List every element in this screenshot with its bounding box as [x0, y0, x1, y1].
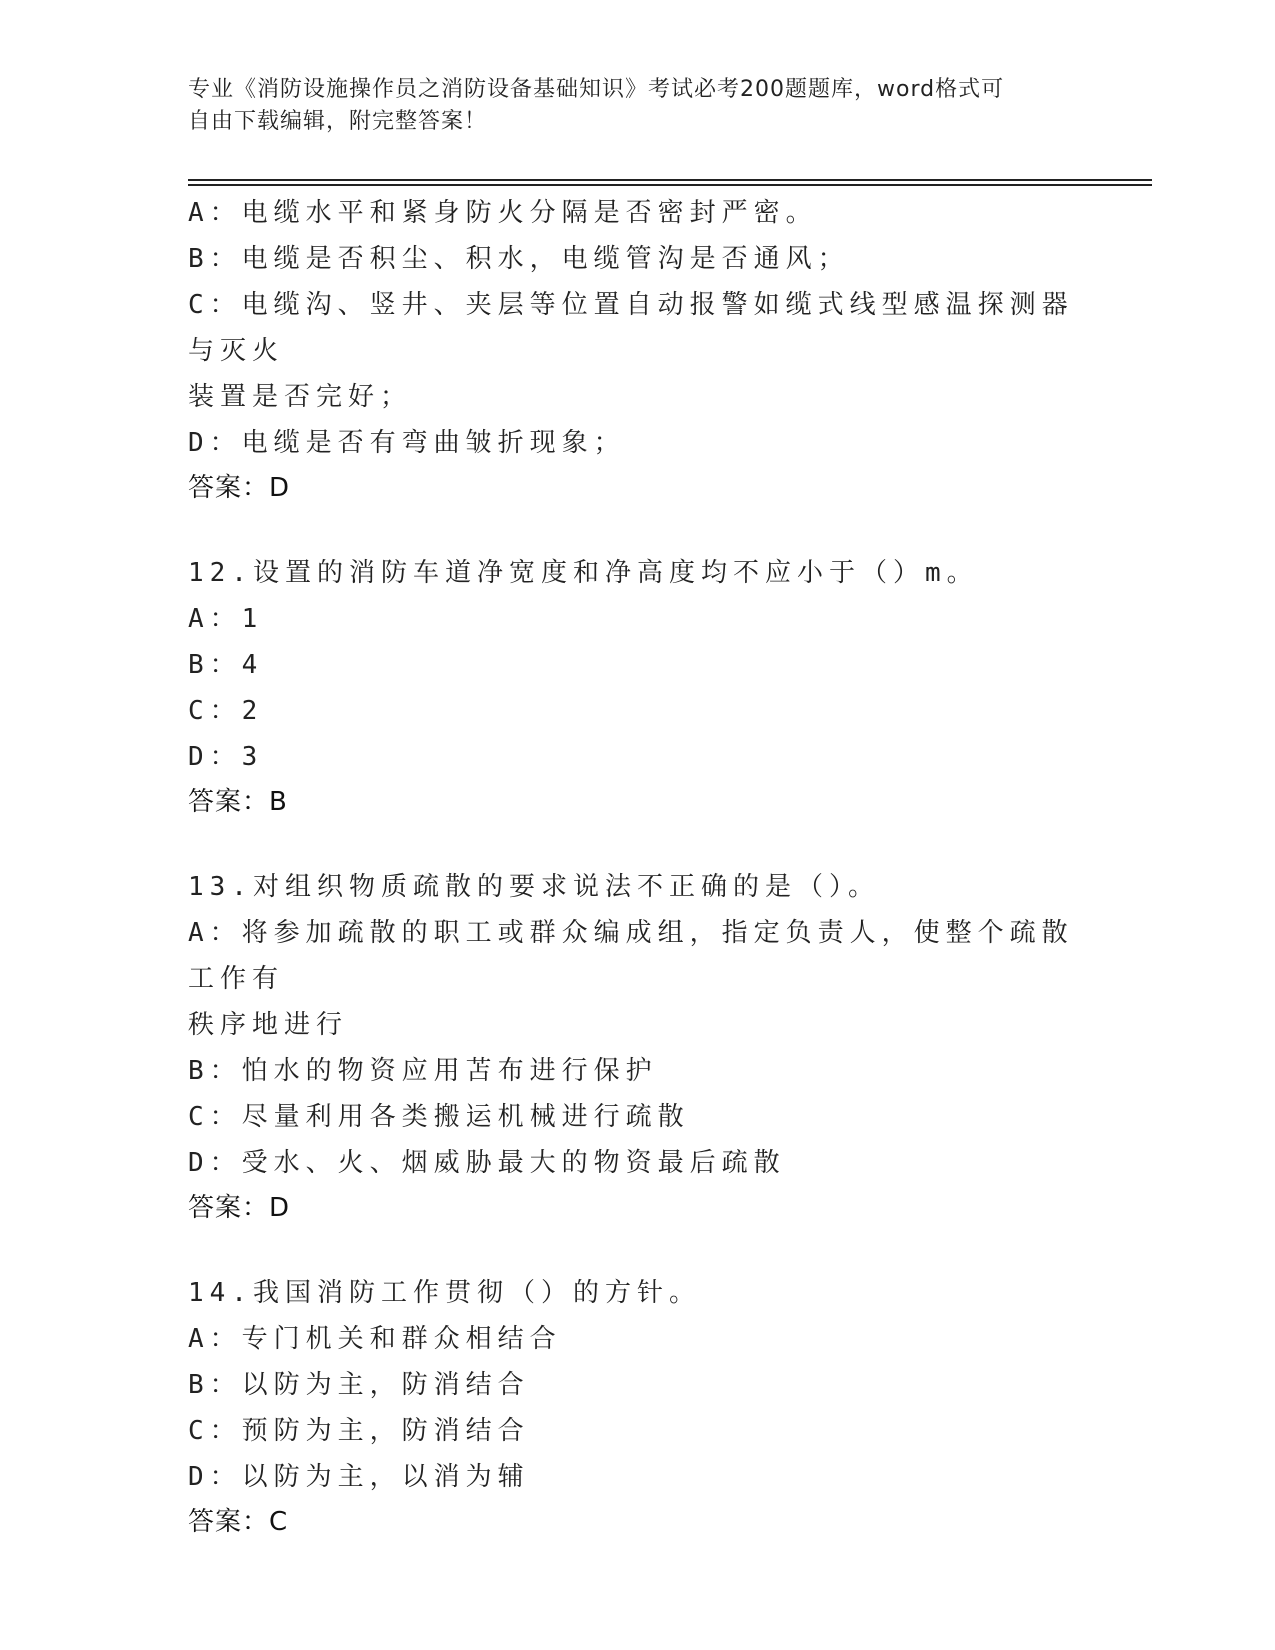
- answer: 答案：D: [188, 1193, 291, 1223]
- header-divider-top: [188, 179, 1152, 181]
- question-text: 14.我国消防工作贯彻（）的方针。: [188, 1278, 701, 1308]
- header-line-1: 专业《消防设施操作员之消防设备基础知识》考试必考200题题库，word格式可: [188, 77, 1005, 102]
- question-11-block: [188, 190, 1078, 510]
- option-d: D：3: [188, 742, 264, 772]
- question-text: 13.对组织物质疏散的要求说法不正确的是（）。: [188, 872, 880, 902]
- option-a: A：将参加疏散的职工或群众编成组，指定负责人，使整个疏散工作有: [188, 918, 1074, 994]
- answer: 答案：B: [188, 787, 288, 817]
- option-c: C：2: [188, 696, 264, 726]
- option-d: D：受水、火、烟威胁最大的物资最后疏散: [188, 1148, 786, 1178]
- header-line-2: 自由下载编辑，附完整答案！: [188, 109, 488, 134]
- question-13-block: [188, 864, 1078, 1230]
- question-text: 12.设置的消防车道净宽度和净高度均不应小于（）m。: [188, 558, 979, 588]
- option-b: B：以防为主，防消结合: [188, 1370, 530, 1400]
- option-a: A：1: [188, 604, 264, 634]
- option-a: A：专门机关和群众相结合: [188, 1324, 562, 1354]
- option-b: B：电缆是否积尘、积水，电缆管沟是否通风；: [188, 244, 850, 274]
- option-b: B：怕水的物资应用苫布进行保护: [188, 1056, 658, 1086]
- answer: 答案：C: [188, 1507, 289, 1537]
- question-12-block: [188, 550, 1078, 824]
- document-header: [188, 74, 1068, 138]
- option-d: D：以防为主，以消为辅: [188, 1462, 530, 1492]
- option-a-continued: 秩序地进行: [188, 1010, 349, 1040]
- option-c-continued: 装置是否完好；: [188, 382, 413, 412]
- answer: 答案：D: [188, 473, 291, 503]
- option-c: C：电缆沟、竖井、夹层等位置自动报警如缆式线型感温探测器与灭火: [188, 290, 1074, 366]
- option-b: B：4: [188, 650, 264, 680]
- option-d: D：电缆是否有弯曲皱折现象；: [188, 428, 626, 458]
- header-divider-bottom: [188, 184, 1152, 186]
- question-14-block: [188, 1270, 1078, 1544]
- question-list: [188, 190, 1078, 1544]
- option-c: C：预防为主，防消结合: [188, 1416, 530, 1446]
- option-a: A：电缆水平和紧身防火分隔是否密封严密。: [188, 198, 818, 228]
- option-c: C：尽量利用各类搬运机械进行疏散: [188, 1102, 690, 1132]
